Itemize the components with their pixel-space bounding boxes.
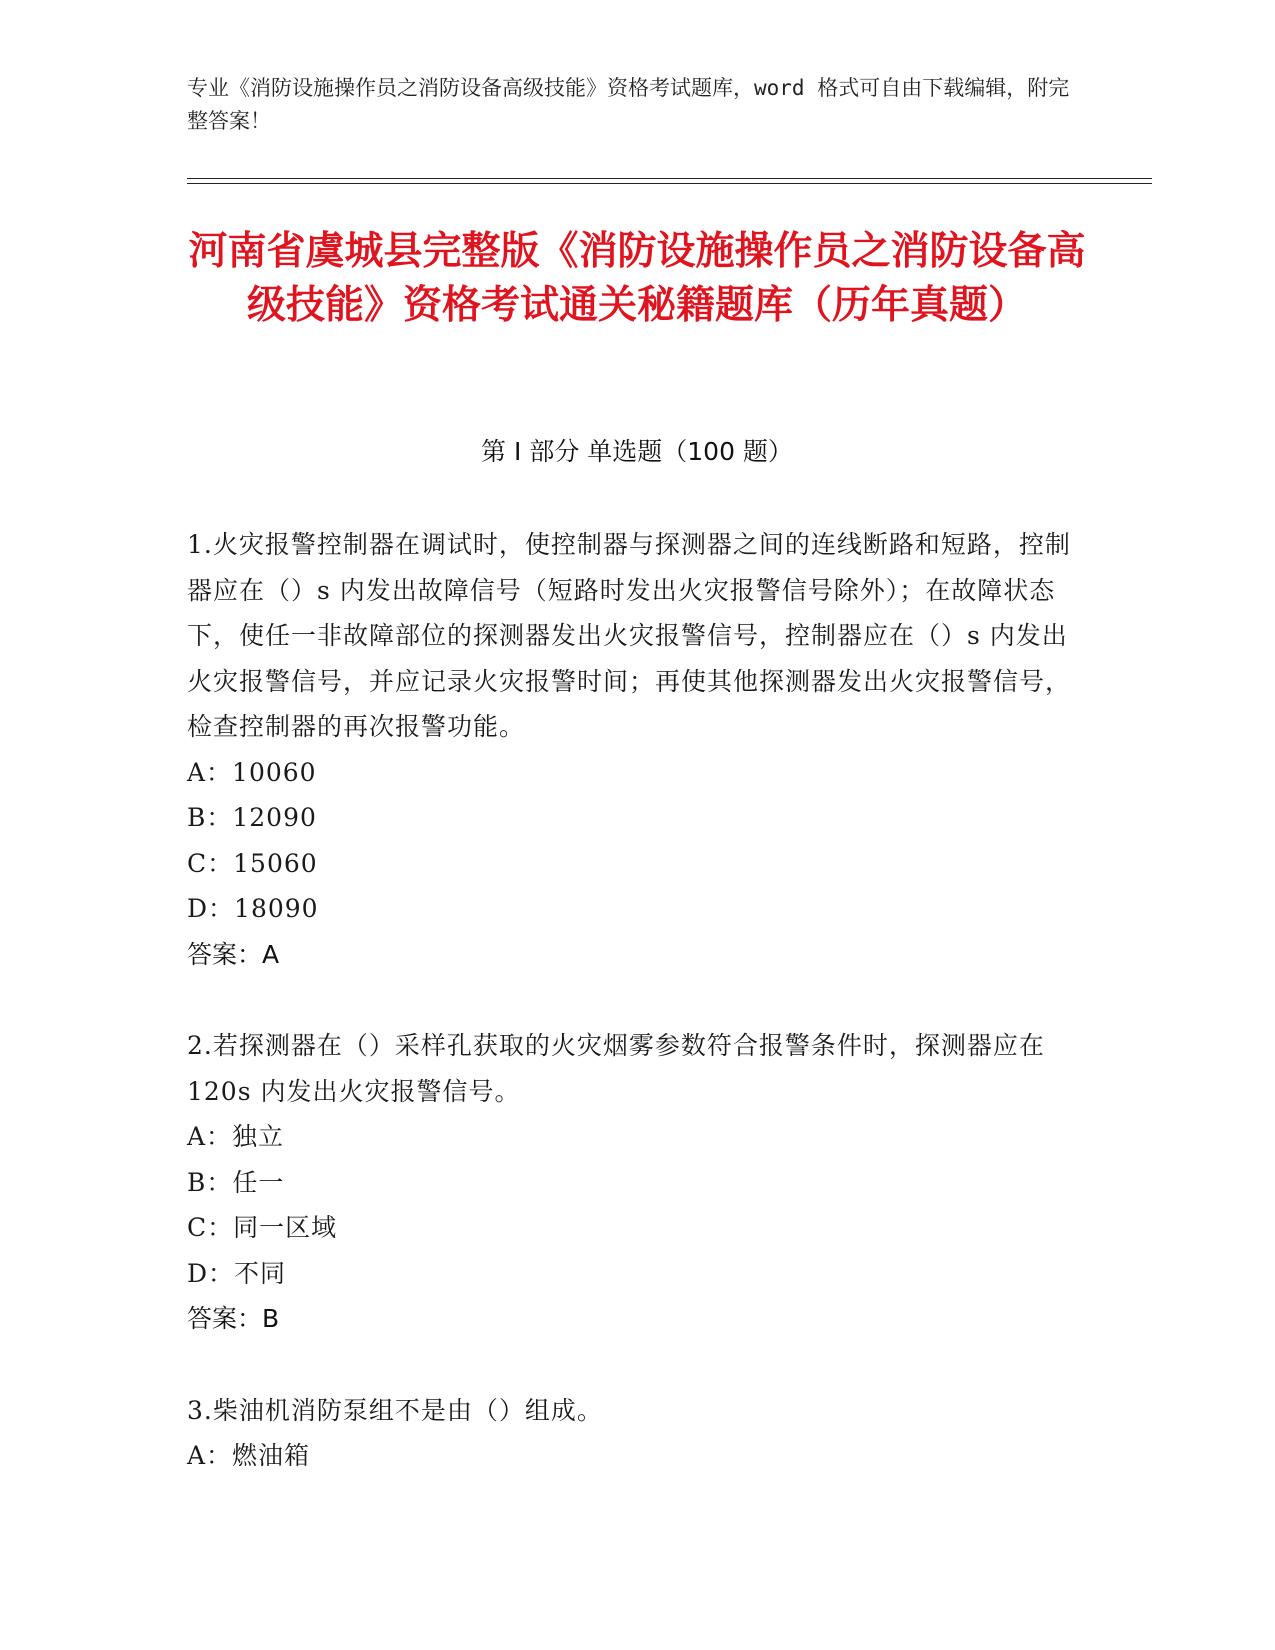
question-text: 3.柴油机消防泵组不是由（）组成。 bbox=[187, 1395, 603, 1425]
option-c: C：15060 bbox=[187, 848, 318, 878]
question-text: 1.火灾报警控制器在调试时，使控制器与探测器之间的连线断路和短路，控制器应在（）s 内发出故障信号（短路时发出火灾报警信号除外）；在故障状态下，使任一非故障部位的探测器发出火灾报警信号，控制器应在（）s 内发出火灾报警信号，并应记录火灾报警时间；再使其他探测器发出火灾报警信号，检查控制器的再次报警功能。 bbox=[187, 530, 1072, 741]
answer: 答案：B bbox=[187, 1304, 280, 1333]
option-c: C：同一区域 bbox=[187, 1213, 338, 1242]
question-list bbox=[187, 522, 1087, 1525]
answer: 答案：A bbox=[187, 939, 280, 969]
option-d: D：18090 bbox=[187, 894, 319, 923]
header-note: 专业《消防设施操作员之消防设备高级技能》资格考试题库，word 格式可自由下载编辑，附完整答案！ bbox=[187, 76, 1070, 133]
question-1 bbox=[187, 522, 1087, 977]
header-divider-bottom bbox=[187, 183, 1152, 184]
option-d: D：不同 bbox=[187, 1258, 287, 1288]
option-b: B：任一 bbox=[187, 1167, 285, 1197]
option-b: B：12090 bbox=[187, 803, 317, 832]
option-a: A：燃油箱 bbox=[187, 1441, 311, 1470]
question-3 bbox=[187, 1388, 1087, 1479]
document-title: 河南省虞城县完整版《消防设施操作员之消防设备高级技能》资格考试通关秘籍题库（历年真题） bbox=[188, 229, 1086, 328]
section-title: 第 I 部分 单选题（100 题） bbox=[481, 437, 793, 466]
option-a: A：10060 bbox=[187, 757, 317, 787]
option-a: A：独立 bbox=[187, 1122, 285, 1151]
question-text: 2.若探测器在（）采样孔获取的火灾烟雾参数符合报警条件时，探测器应在 120s 内发出火灾报警信号。 bbox=[187, 1031, 1045, 1106]
header-divider-top bbox=[187, 178, 1152, 179]
question-2 bbox=[187, 1023, 1087, 1342]
